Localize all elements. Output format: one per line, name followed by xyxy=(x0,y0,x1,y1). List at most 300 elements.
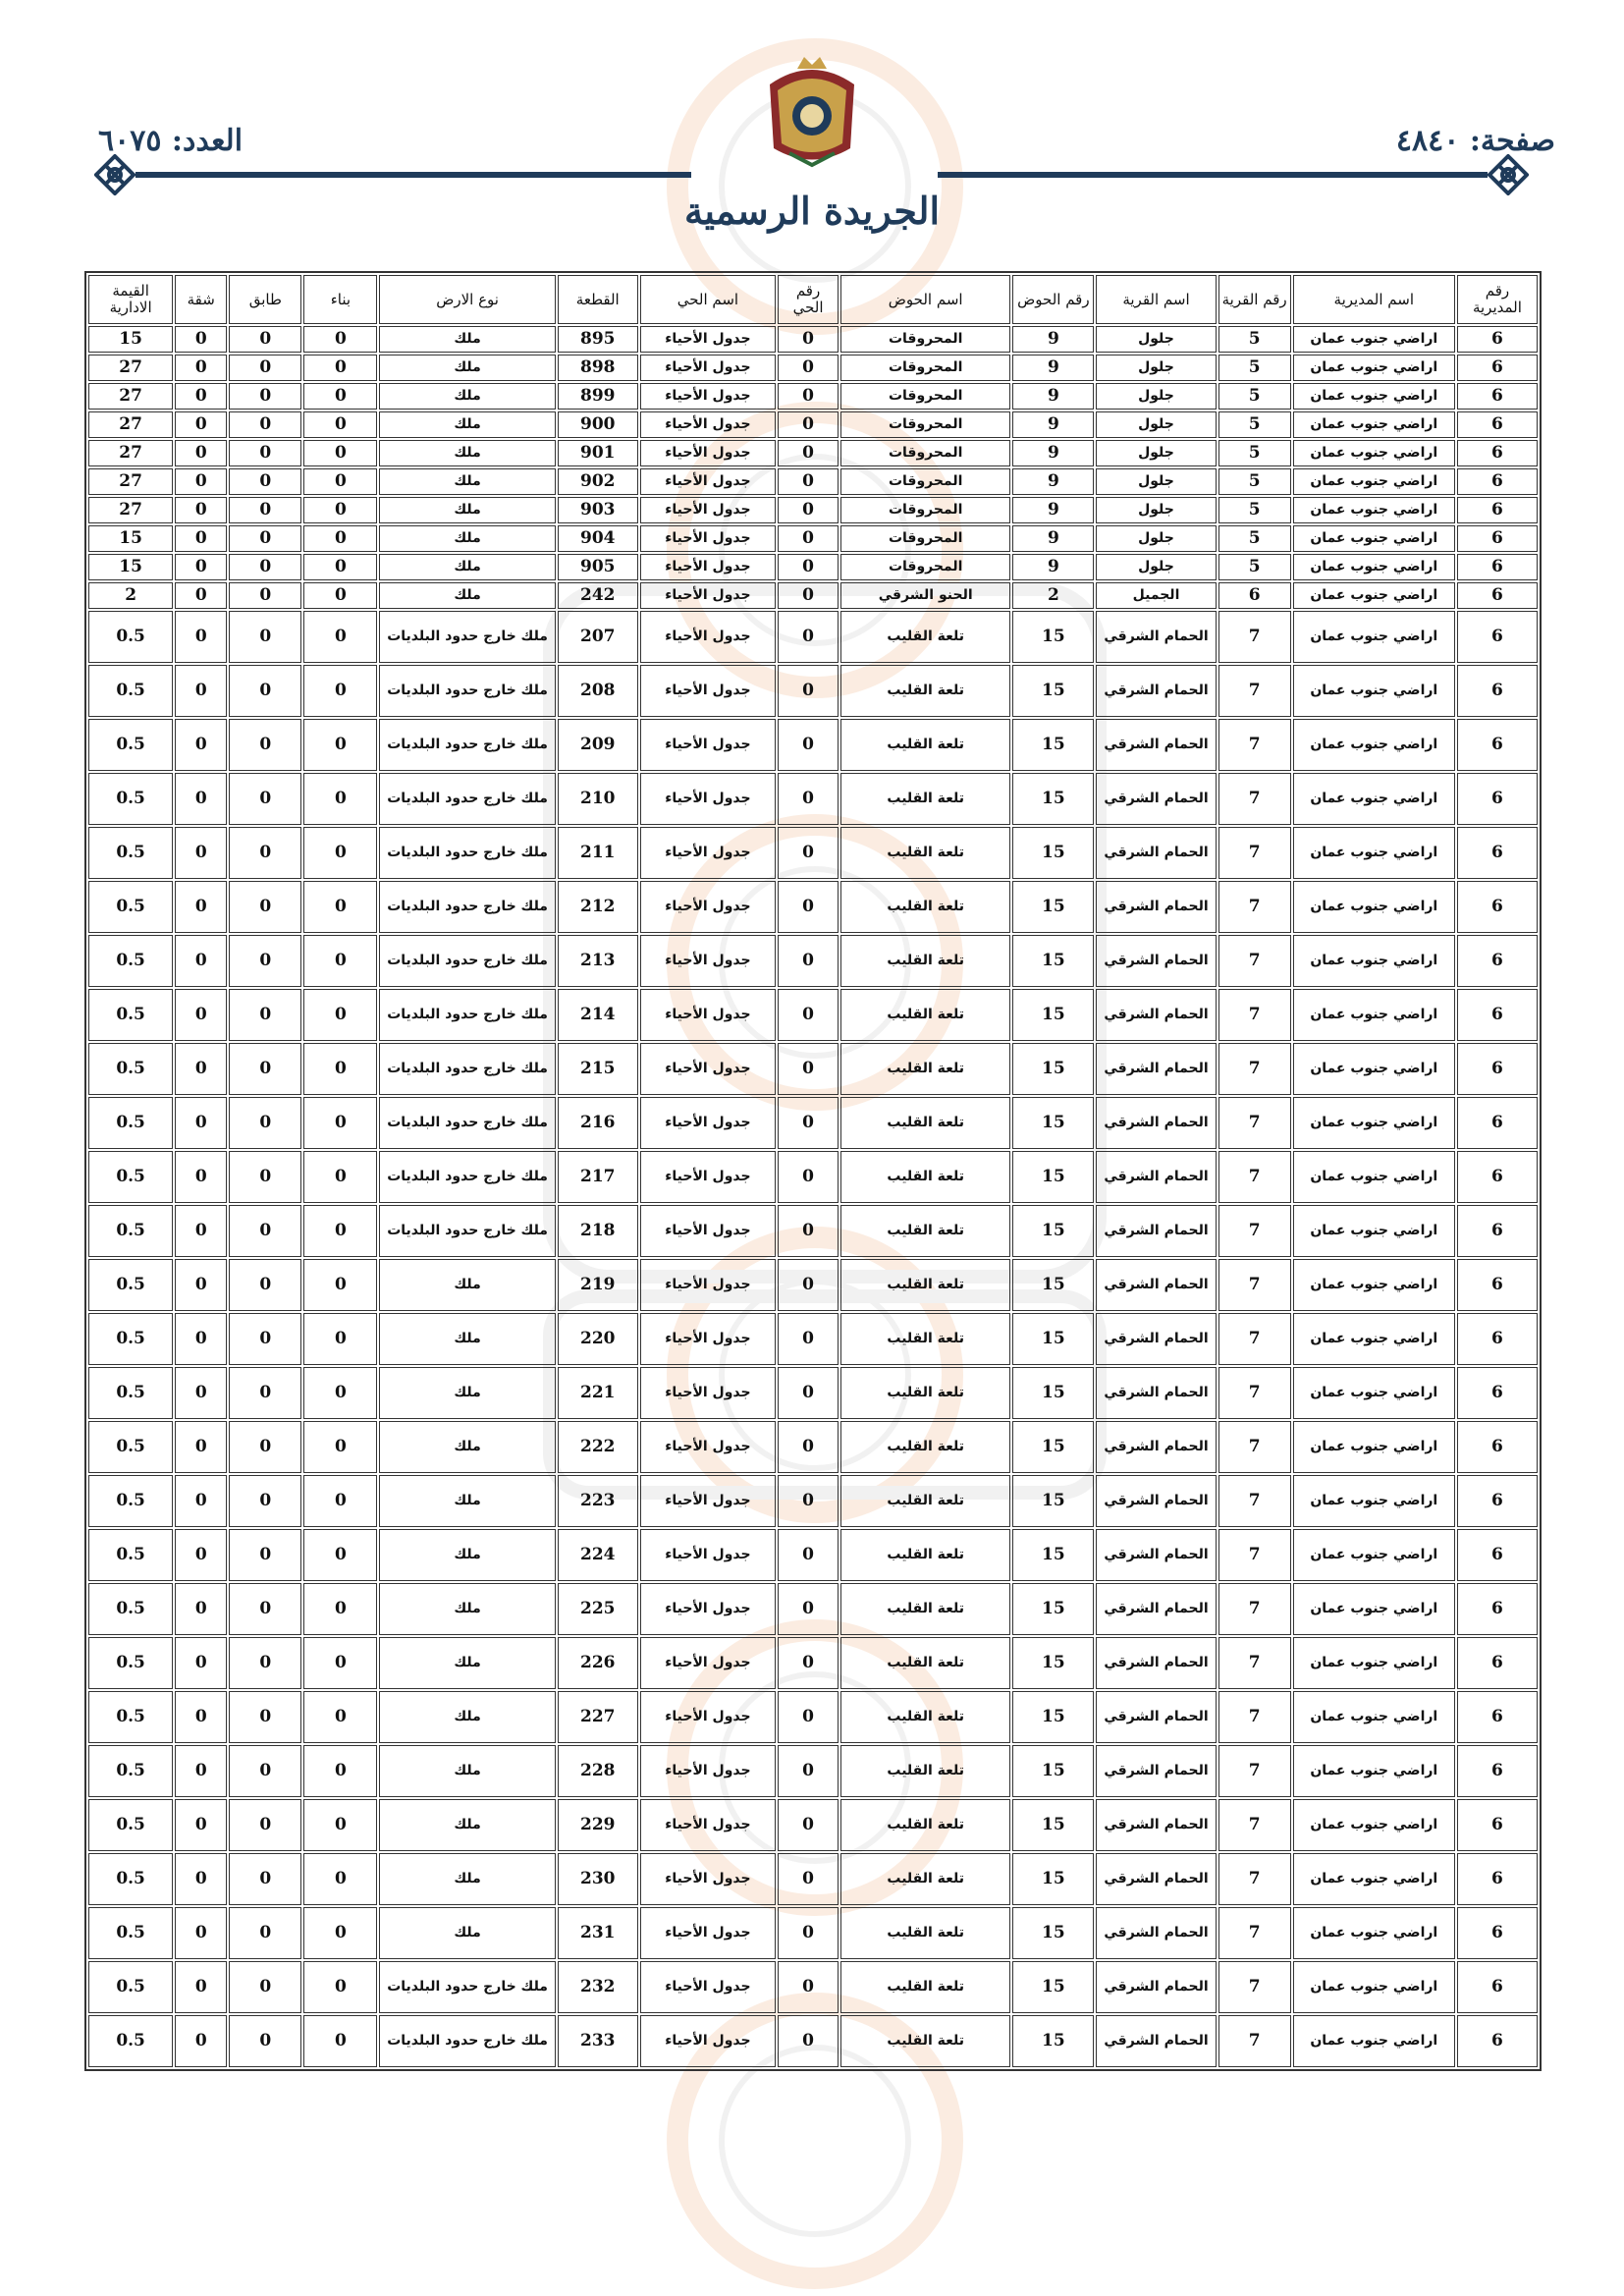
table-cell: 6 xyxy=(1457,1421,1538,1473)
table-cell: اراضي جنوب عمان xyxy=(1293,1529,1455,1581)
table-cell: جلول xyxy=(1096,326,1216,353)
table-cell: جدول الأحياء xyxy=(640,497,776,523)
table-cell: 0 xyxy=(303,1259,377,1311)
table-cell: 0 xyxy=(778,497,839,523)
table-row xyxy=(88,2015,1538,2067)
table-cell: 0 xyxy=(303,497,377,523)
table-cell: 0 xyxy=(229,326,301,353)
table-cell: 0.5 xyxy=(88,935,173,987)
table-cell: 0.5 xyxy=(88,1259,173,1311)
table-cell: 15 xyxy=(1012,1907,1094,1959)
table-cell: اراضي جنوب عمان xyxy=(1293,1043,1455,1095)
table-cell: 227 xyxy=(558,1691,638,1743)
table-cell: الحمام الشرقي xyxy=(1096,1313,1216,1365)
table-cell: 221 xyxy=(558,1367,638,1419)
table-cell: 0 xyxy=(778,1637,839,1689)
table-cell: جلول xyxy=(1096,468,1216,495)
table-cell: جدول الأحياء xyxy=(640,1907,776,1959)
table-cell: 0 xyxy=(778,827,839,879)
table-row xyxy=(88,525,1538,552)
table-cell: 9 xyxy=(1012,554,1094,580)
table-cell: جدول الأحياء xyxy=(640,611,776,663)
table-cell: 9 xyxy=(1012,411,1094,438)
table-cell: المحروقات xyxy=(840,468,1010,495)
table-cell: 0 xyxy=(303,935,377,987)
table-cell: 0 xyxy=(303,1097,377,1149)
table-cell: 0 xyxy=(229,935,301,987)
table-cell: 0 xyxy=(303,1151,377,1203)
table-row xyxy=(88,773,1538,825)
table-cell: 7 xyxy=(1218,2015,1291,2067)
table-cell: 6 xyxy=(1457,1205,1538,1257)
table-cell: ملك xyxy=(379,1799,555,1851)
table-cell: ملك xyxy=(379,1313,555,1365)
table-cell: 0 xyxy=(778,881,839,933)
table-cell: 215 xyxy=(558,1043,638,1095)
table-cell: 0 xyxy=(229,1637,301,1689)
table-cell: 7 xyxy=(1218,1583,1291,1635)
table-cell: 0 xyxy=(778,773,839,825)
table-cell: 0 xyxy=(778,1961,839,2013)
table-cell: تلعة القليب xyxy=(840,827,1010,879)
table-cell: تلعة القليب xyxy=(840,1367,1010,1419)
table-cell: تلعة القليب xyxy=(840,1637,1010,1689)
table-cell: 7 xyxy=(1218,1853,1291,1905)
table-cell: جلول xyxy=(1096,383,1216,410)
table-cell: جدول الأحياء xyxy=(640,383,776,410)
table-cell: الحمام الشرقي xyxy=(1096,1799,1216,1851)
table-cell: 0 xyxy=(303,1745,377,1797)
table-row xyxy=(88,1745,1538,1797)
table-cell: 0.5 xyxy=(88,773,173,825)
table-cell: تلعة القليب xyxy=(840,989,1010,1041)
table-row xyxy=(88,1583,1538,1635)
table-cell: جلول xyxy=(1096,440,1216,466)
table-cell: 0.5 xyxy=(88,1097,173,1149)
table-cell: 0 xyxy=(778,989,839,1041)
table-cell: 0 xyxy=(175,468,227,495)
issue-number: العدد: ٦٠٧٥ xyxy=(98,124,244,158)
table-row xyxy=(88,1043,1538,1095)
table-cell: 6 xyxy=(1457,2015,1538,2067)
table-cell: جدول الأحياء xyxy=(640,1691,776,1743)
table-cell: 6 xyxy=(1457,582,1538,609)
table-row xyxy=(88,1637,1538,1689)
table-row xyxy=(88,383,1538,410)
table-row xyxy=(88,1799,1538,1851)
table-cell: 15 xyxy=(1012,827,1094,879)
table-cell: 0 xyxy=(778,935,839,987)
table-cell: 0 xyxy=(303,1583,377,1635)
table-cell: 15 xyxy=(1012,611,1094,663)
table-cell: 0 xyxy=(778,411,839,438)
table-cell: تلعة القليب xyxy=(840,1529,1010,1581)
table-row xyxy=(88,989,1538,1041)
table-cell: جدول الأحياء xyxy=(640,1421,776,1473)
table-cell: اراضي جنوب عمان xyxy=(1293,497,1455,523)
table-cell: 15 xyxy=(1012,989,1094,1041)
table-cell: اراضي جنوب عمان xyxy=(1293,1367,1455,1419)
table-cell: اراضي جنوب عمان xyxy=(1293,881,1455,933)
table-cell: 0.5 xyxy=(88,1151,173,1203)
table-cell: 213 xyxy=(558,935,638,987)
table-cell: 0 xyxy=(175,611,227,663)
table-cell: جدول الأحياء xyxy=(640,326,776,353)
table-cell: اراضي جنوب عمان xyxy=(1293,355,1455,381)
table-cell: 6 xyxy=(1457,1151,1538,1203)
table-cell: 5 xyxy=(1218,468,1291,495)
table-cell: الحمام الشرقي xyxy=(1096,1421,1216,1473)
table-cell: 0 xyxy=(229,383,301,410)
table-cell: 0.5 xyxy=(88,1421,173,1473)
table-cell: 6 xyxy=(1457,773,1538,825)
table-row xyxy=(88,326,1538,353)
table-cell: المحروقات xyxy=(840,355,1010,381)
table-cell: الحمام الشرقي xyxy=(1096,1151,1216,1203)
table-cell: 0 xyxy=(229,989,301,1041)
table-cell: 0 xyxy=(303,468,377,495)
table-cell: جدول الأحياء xyxy=(640,1367,776,1419)
table-cell: جدول الأحياء xyxy=(640,1529,776,1581)
table-cell: 15 xyxy=(1012,1205,1094,1257)
table-row xyxy=(88,1151,1538,1203)
table-cell: 6 xyxy=(1457,989,1538,1041)
table-cell: 0 xyxy=(175,355,227,381)
table-cell: جدول الأحياء xyxy=(640,355,776,381)
table-row xyxy=(88,1907,1538,1959)
column-header: القيمة الادارية xyxy=(88,275,173,324)
table-cell: اراضي جنوب عمان xyxy=(1293,1745,1455,1797)
table-cell: 0 xyxy=(303,881,377,933)
table-row xyxy=(88,1475,1538,1527)
table-cell: 0 xyxy=(778,2015,839,2067)
table-cell: 2 xyxy=(88,582,173,609)
table-cell: اراضي جنوب عمان xyxy=(1293,1421,1455,1473)
table-cell: 15 xyxy=(1012,1421,1094,1473)
table-cell: 15 xyxy=(88,525,173,552)
table-cell: 9 xyxy=(1012,525,1094,552)
table-cell: 0.5 xyxy=(88,1907,173,1959)
table-cell: اراضي جنوب عمان xyxy=(1293,1313,1455,1365)
table-cell: الحمام الشرقي xyxy=(1096,1043,1216,1095)
table-cell: ملك خارج حدود البلديات xyxy=(379,1961,555,2013)
table-cell: 7 xyxy=(1218,665,1291,717)
table-cell: 0.5 xyxy=(88,1637,173,1689)
table-cell: 6 xyxy=(1457,1259,1538,1311)
table-cell: 902 xyxy=(558,468,638,495)
table-cell: اراضي جنوب عمان xyxy=(1293,773,1455,825)
table-row xyxy=(88,440,1538,466)
table-cell: جدول الأحياء xyxy=(640,1637,776,1689)
table-cell: جدول الأحياء xyxy=(640,827,776,879)
table-cell: 15 xyxy=(1012,1529,1094,1581)
table-cell: 7 xyxy=(1218,1961,1291,2013)
table-cell: 6 xyxy=(1457,1637,1538,1689)
table-cell: 0 xyxy=(303,355,377,381)
table-cell: 15 xyxy=(1012,665,1094,717)
table-cell: 0.5 xyxy=(88,2015,173,2067)
table-cell: 0 xyxy=(175,1961,227,2013)
column-header: بناء xyxy=(303,275,377,324)
column-header: رقم الحوض xyxy=(1012,275,1094,324)
table-cell: جدول الأحياء xyxy=(640,1313,776,1365)
table-cell: 6 xyxy=(1457,1853,1538,1905)
table-cell: 0.5 xyxy=(88,719,173,771)
table-cell: ملك خارج حدود البلديات xyxy=(379,827,555,879)
table-cell: 0 xyxy=(175,1745,227,1797)
table-cell: 27 xyxy=(88,440,173,466)
table-cell: تلعة القليب xyxy=(840,935,1010,987)
table-cell: اراضي جنوب عمان xyxy=(1293,1853,1455,1905)
table-cell: 7 xyxy=(1218,1799,1291,1851)
header-rule-right xyxy=(938,172,1488,178)
table-row xyxy=(88,881,1538,933)
table-cell: 0 xyxy=(175,1583,227,1635)
table-cell: 0 xyxy=(229,1475,301,1527)
table-cell: 0 xyxy=(303,1961,377,2013)
table-row xyxy=(88,554,1538,580)
table-cell: اراضي جنوب عمان xyxy=(1293,1907,1455,1959)
table-cell: 0 xyxy=(303,1475,377,1527)
table-cell: 233 xyxy=(558,2015,638,2067)
table-cell: اراضي جنوب عمان xyxy=(1293,989,1455,1041)
table-cell: ملك خارج حدود البلديات xyxy=(379,881,555,933)
table-cell: 0 xyxy=(175,1691,227,1743)
table-cell: 0 xyxy=(229,1421,301,1473)
table-cell: 0 xyxy=(778,1583,839,1635)
table-cell: 0 xyxy=(229,665,301,717)
table-cell: 7 xyxy=(1218,1691,1291,1743)
table-row xyxy=(88,355,1538,381)
table-cell: 0 xyxy=(778,355,839,381)
table-cell: 0 xyxy=(778,383,839,410)
table-cell: الجميل xyxy=(1096,582,1216,609)
table-cell: الحمام الشرقي xyxy=(1096,665,1216,717)
table-cell: 6 xyxy=(1457,1583,1538,1635)
table-cell: الحمام الشرقي xyxy=(1096,1853,1216,1905)
table-cell: 0 xyxy=(778,440,839,466)
table-row xyxy=(88,719,1538,771)
table-cell: 0 xyxy=(229,355,301,381)
table-cell: ملك خارج حدود البلديات xyxy=(379,1151,555,1203)
table-cell: 15 xyxy=(1012,881,1094,933)
table-cell: 9 xyxy=(1012,355,1094,381)
table-cell: الحمام الشرقي xyxy=(1096,719,1216,771)
parcel-table xyxy=(84,271,1542,2071)
table-cell: 0 xyxy=(175,1529,227,1581)
table-cell: 905 xyxy=(558,554,638,580)
table-cell: 6 xyxy=(1457,1529,1538,1581)
table-row xyxy=(88,468,1538,495)
table-cell: جدول الأحياء xyxy=(640,1475,776,1527)
table-cell: 0 xyxy=(229,1151,301,1203)
table-cell: 0 xyxy=(303,1043,377,1095)
table-cell: 0 xyxy=(175,525,227,552)
table-cell: 7 xyxy=(1218,719,1291,771)
table-cell: 0 xyxy=(303,1853,377,1905)
header-rule-left xyxy=(135,172,691,178)
table-cell: جدول الأحياء xyxy=(640,1961,776,2013)
table-cell: ملك خارج حدود البلديات xyxy=(379,611,555,663)
table-row xyxy=(88,1367,1538,1419)
table-cell: 220 xyxy=(558,1313,638,1365)
table-cell: ملك xyxy=(379,554,555,580)
table-cell: 5 xyxy=(1218,497,1291,523)
table-row xyxy=(88,582,1538,609)
table-cell: اراضي جنوب عمان xyxy=(1293,1799,1455,1851)
table-cell: 0 xyxy=(175,989,227,1041)
table-cell: اراضي جنوب عمان xyxy=(1293,827,1455,879)
table-cell: 211 xyxy=(558,827,638,879)
table-cell: المحروقات xyxy=(840,326,1010,353)
table-cell: تلعة القليب xyxy=(840,1313,1010,1365)
table-cell: 0.5 xyxy=(88,881,173,933)
column-header: رقم القرية xyxy=(1218,275,1291,324)
table-cell: اراضي جنوب عمان xyxy=(1293,1259,1455,1311)
table-cell: 27 xyxy=(88,497,173,523)
table-cell: جلول xyxy=(1096,411,1216,438)
table-cell: 5 xyxy=(1218,355,1291,381)
table-cell: 5 xyxy=(1218,383,1291,410)
table-cell: اراضي جنوب عمان xyxy=(1293,554,1455,580)
table-cell: 6 xyxy=(1457,1691,1538,1743)
table-cell: 6 xyxy=(1457,440,1538,466)
table-cell: 0 xyxy=(175,1907,227,1959)
table-cell: جدول الأحياء xyxy=(640,1097,776,1149)
table-cell: اراضي جنوب عمان xyxy=(1293,468,1455,495)
table-cell: جدول الأحياء xyxy=(640,2015,776,2067)
column-header: شقة xyxy=(175,275,227,324)
table-cell: 230 xyxy=(558,1853,638,1905)
table-cell: 0 xyxy=(229,1097,301,1149)
table-cell: 6 xyxy=(1457,1799,1538,1851)
table-cell: 0 xyxy=(175,440,227,466)
table-cell: 0 xyxy=(303,1421,377,1473)
table-cell: 0 xyxy=(175,497,227,523)
table-cell: 7 xyxy=(1218,1151,1291,1203)
table-cell: تلعة القليب xyxy=(840,881,1010,933)
table-cell: جدول الأحياء xyxy=(640,935,776,987)
table-cell: 0 xyxy=(778,468,839,495)
table-cell: جلول xyxy=(1096,554,1216,580)
table-cell: 0 xyxy=(175,326,227,353)
table-cell: 15 xyxy=(1012,1637,1094,1689)
table-cell: تلعة القليب xyxy=(840,611,1010,663)
table-cell: 0 xyxy=(778,582,839,609)
table-cell: 6 xyxy=(1457,1745,1538,1797)
table-cell: 7 xyxy=(1218,773,1291,825)
table-cell: 0 xyxy=(778,1313,839,1365)
table-cell: 212 xyxy=(558,881,638,933)
table-cell: 216 xyxy=(558,1097,638,1149)
table-cell: 0.5 xyxy=(88,665,173,717)
table-cell: 0 xyxy=(229,1313,301,1365)
table-cell: جدول الأحياء xyxy=(640,440,776,466)
table-cell: الحمام الشرقي xyxy=(1096,773,1216,825)
table-row xyxy=(88,827,1538,879)
table-cell: اراضي جنوب عمان xyxy=(1293,611,1455,663)
table-cell: جدول الأحياء xyxy=(640,1205,776,1257)
table-cell: 0 xyxy=(229,468,301,495)
table-cell: 207 xyxy=(558,611,638,663)
table-cell: 0 xyxy=(303,1205,377,1257)
table-cell: جدول الأحياء xyxy=(640,1853,776,1905)
table-cell: 0 xyxy=(229,611,301,663)
table-cell: ملك xyxy=(379,1583,555,1635)
table-cell: 15 xyxy=(1012,1151,1094,1203)
table-cell: تلعة القليب xyxy=(840,719,1010,771)
table-cell: الحنو الشرقي xyxy=(840,582,1010,609)
table-cell: ملك xyxy=(379,326,555,353)
table-cell: 15 xyxy=(1012,1583,1094,1635)
table-cell: جدول الأحياء xyxy=(640,411,776,438)
table-cell: 15 xyxy=(1012,1043,1094,1095)
table-cell: 7 xyxy=(1218,1313,1291,1365)
table-cell: 15 xyxy=(1012,1097,1094,1149)
table-cell: 0 xyxy=(778,525,839,552)
table-cell: 7 xyxy=(1218,935,1291,987)
table-cell: 0 xyxy=(229,719,301,771)
table-cell: 15 xyxy=(1012,1853,1094,1905)
table-cell: 6 xyxy=(1457,1475,1538,1527)
table-cell: 0.5 xyxy=(88,1961,173,2013)
table-cell: 0 xyxy=(303,411,377,438)
table-cell: 0.5 xyxy=(88,827,173,879)
table-cell: 0 xyxy=(778,1691,839,1743)
table-cell: 15 xyxy=(1012,1961,1094,2013)
table-row xyxy=(88,935,1538,987)
table-cell: 7 xyxy=(1218,1205,1291,1257)
table-cell: 5 xyxy=(1218,440,1291,466)
table-cell: الحمام الشرقي xyxy=(1096,881,1216,933)
table-cell: جدول الأحياء xyxy=(640,989,776,1041)
table-cell: 0 xyxy=(229,1043,301,1095)
table-cell: الحمام الشرقي xyxy=(1096,827,1216,879)
table-cell: تلعة القليب xyxy=(840,1961,1010,2013)
table-cell: 0 xyxy=(303,582,377,609)
table-cell: المحروقات xyxy=(840,497,1010,523)
table-cell: 0.5 xyxy=(88,1853,173,1905)
table-cell: 0 xyxy=(175,1151,227,1203)
table-cell: 0 xyxy=(229,773,301,825)
table-cell: 0 xyxy=(175,1853,227,1905)
table-cell: اراضي جنوب عمان xyxy=(1293,2015,1455,2067)
table-header-row xyxy=(88,275,1538,324)
table-cell: 0 xyxy=(175,1421,227,1473)
table-cell: اراضي جنوب عمان xyxy=(1293,719,1455,771)
table-cell: 0 xyxy=(303,1313,377,1365)
table-cell: 0 xyxy=(229,497,301,523)
table-cell: الحمام الشرقي xyxy=(1096,1745,1216,1797)
table-cell: 0 xyxy=(303,383,377,410)
table-cell: 6 xyxy=(1457,1313,1538,1365)
table-cell: تلعة القليب xyxy=(840,1691,1010,1743)
table-cell: 0 xyxy=(778,665,839,717)
table-cell: الحمام الشرقي xyxy=(1096,2015,1216,2067)
table-cell: 0.5 xyxy=(88,611,173,663)
table-cell: 0 xyxy=(229,2015,301,2067)
table-cell: ملك خارج حدود البلديات xyxy=(379,773,555,825)
table-body xyxy=(88,326,1538,2067)
table-cell: جدول الأحياء xyxy=(640,881,776,933)
table-cell: 0.5 xyxy=(88,1745,173,1797)
table-cell: 5 xyxy=(1218,525,1291,552)
table-cell: 7 xyxy=(1218,1907,1291,1959)
table-cell: 7 xyxy=(1218,1637,1291,1689)
table-cell: الحمام الشرقي xyxy=(1096,989,1216,1041)
table-cell: 7 xyxy=(1218,989,1291,1041)
table-cell: 6 xyxy=(1457,1097,1538,1149)
